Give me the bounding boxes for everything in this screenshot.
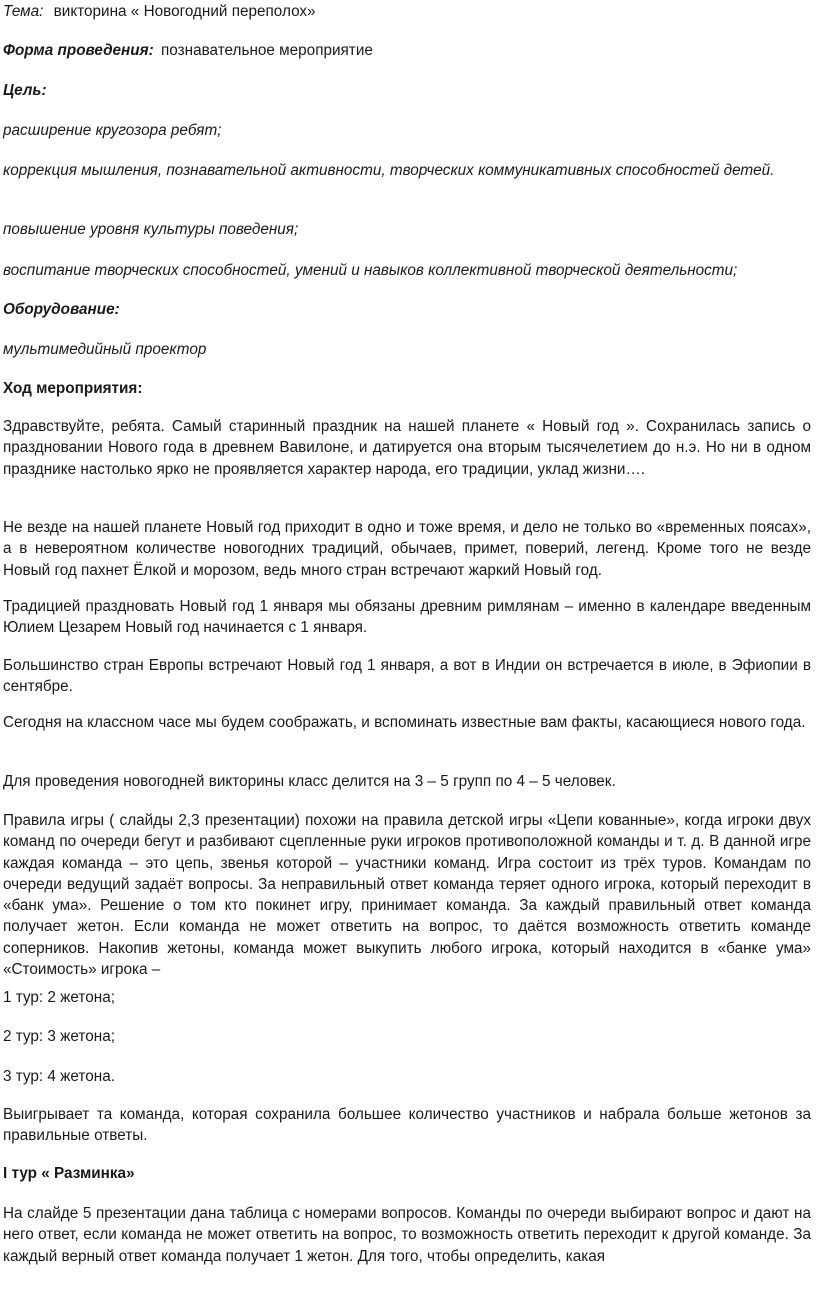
round-cost-item: 1 тур: 2 жетона;: [3, 989, 115, 1006]
round-cost-item: 3 тур: 4 жетона.: [3, 1068, 115, 1085]
round1-paragraph: На слайде 5 презентации дана таблица с номерами вопросов. Команды по очереди выбирают вопрос и дают на него ответ, если команда не может ответить на вопрос, то возможность ответить переходит к другой команде. За каждый верный ответ команда получает 1 жетон. Для того, чтобы определить, какая: [3, 1205, 811, 1265]
paragraph: Большинство стран Европы встречают Новый год 1 января, а вот в Индии он встречается в июле, в Эфиопии в сентябре.: [3, 657, 811, 696]
equipment-label: Оборудование:: [3, 301, 120, 318]
paragraph: Сегодня на классном часе мы будем соображать, и вспоминать известные вам факты, касающиеся нового года.: [3, 714, 806, 731]
goal-label: Цель:: [3, 82, 47, 99]
topic-value: викторина « Новогодний переполох»: [53, 3, 316, 20]
paragraph: Традицией праздновать Новый год 1 января мы обязаны древним римлянам – именно в календаре введенным Юлием Цезарем Новый год начинается с 1 января.: [3, 598, 811, 637]
goal-item: повышение уровня культуры поведения;: [3, 221, 299, 238]
form-value: познавательное мероприятие: [161, 42, 373, 59]
round-cost-item: 2 тур: 3 жетона;: [3, 1028, 115, 1045]
goal-item: воспитание творческих способностей, умений и навыков коллективной творческой деятельности;: [3, 262, 738, 279]
goal-item: коррекция мышления, познавательной активности, творческих коммуникативных способностей детей.: [3, 162, 775, 179]
paragraph: Выигрывает та команда, которая сохранила большее количество участников и набрала больше жетонов за правильные ответы.: [3, 1106, 811, 1145]
round1-heading: I тур « Разминка»: [3, 1165, 135, 1182]
form-label: Форма проведения:: [3, 42, 154, 59]
goal-item: расширение кругозора ребят;: [3, 122, 222, 139]
paragraph: Не везде на нашей планете Новый год приходит в одно и тоже время, и дело не только во «временных поясах», а в невероятном количестве новогодних традиций, обычаев, примет, поверий, легенд. Кроме того не везде Новый год пахнет Ёлкой и морозом, ведь много стран встречают жаркий Новый год.: [3, 519, 811, 579]
paragraph: Для проведения новогодней викторины класс делится на 3 – 5 групп по 4 – 5 человек.: [3, 773, 616, 790]
equipment-value: мультимедийный проектор: [3, 341, 207, 358]
rules-paragraph: Правила игры ( слайды 2,3 презентации) похожи на правила детской игры «Цепи кованные», когда игроки двух команд по очереди бегут и разбивают сцепленные руки игроков противоположной команды и т. д. В данной игре каждая команда – это цепь, звенья которой – участники команд. Игра состоит из трёх туров. Командам по очереди ведущий задаёт вопросы. За неправильный ответ команда теряет одного игрока, который переходит в «банк ума». Решение о том кто покинет игру, принимает команда. За каждый правильный ответ команда получает жетон. Если команда не может ответить на вопрос, то даётся возможность ответить команде соперников. Накопив жетоны, команда может выкупить любого игрока, который находится в «банке ума» «Стоимость» игрока –: [3, 812, 811, 979]
progress-heading: Ход мероприятия:: [3, 380, 143, 397]
topic-label: Тема:: [3, 3, 44, 20]
topic-line: [3, 2, 316, 22]
paragraph: Здравствуйте, ребята. Самый старинный праздник на нашей планете « Новый год ». Сохранилась запись о праздновании Нового года в древнем Вавилоне, и датируется она вторым тысячелетием до н.э. Но ни в одном празднике настолько ярко не проявляется характер народа, его традиции, уклад жизни….: [3, 418, 811, 478]
form-line: [3, 41, 373, 61]
